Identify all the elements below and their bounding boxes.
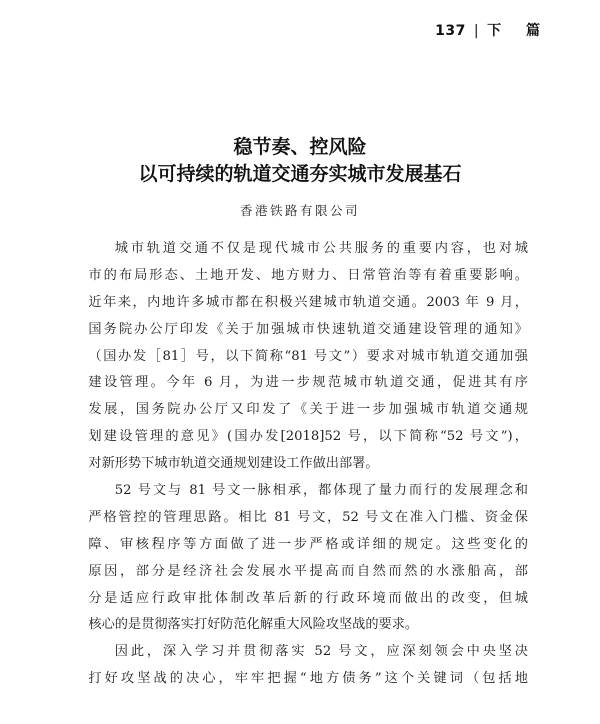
paragraph-line: 52 号文与 81 号文一脉相承，都体现了量力而行的发展理念和 [114,483,528,499]
paragraph-line: （国办发［81］号，以下简称“81 号文”）要求对城市轨道交通加强 [88,348,528,364]
paragraph-2 [62,478,528,639]
paragraph-line: 原因，部分是经济社会发展水平提高而自然而然的水涨船高，部 [88,563,528,579]
page-number: 137 [435,23,466,39]
paragraph-1 [62,236,528,478]
paragraph-line: 建设管理。今年 6 月，为进一步规范城市轨道交通，促进其有序 [88,375,528,391]
title-line-2: 以可持续的轨道交通夯实城市发展基石 [138,163,462,185]
paragraph-3 [62,639,528,693]
article-author: 香港铁路有限公司 [239,203,360,218]
paragraph-line: 严格管控的管理思路。相比 81 号文，52 号文在准入门槛、资金保 [88,509,528,525]
paragraph-line: 近年来，内地许多城市都在积极兴建城市轨道交通。2003 年 9 月， [88,294,528,310]
paragraph-line: 分是适应行政审批体制改革后新的行政环境而做出的改变，但城 [88,590,528,606]
paragraph-line: 障、审核程序等方面做了进一步严格或详细的规定。这些变化的 [88,536,528,552]
paragraph-line: 国务院办公厅印发《关于加强城市快速轨道交通建设管理的通知》 [88,321,528,337]
paragraph-line: 打好攻坚战的决心，牢牢把握“地方债务”这个关键词（包括地 [88,671,528,687]
title-line-1: 稳节奏、控风险 [233,136,367,158]
paragraph-line: 城市轨道交通不仅是现代城市公共服务的重要内容，也对城 [114,241,528,256]
paragraph-line: 发展，国务院办公厅又印发了《关于进一步加强城市轨道交通规 [88,402,528,418]
paragraph-line: 核心的是贯彻落实打好防范化解重大风险攻坚战的要求。 [88,617,419,633]
article-body [62,236,528,693]
running-header [435,20,550,40]
paragraph-line: 因此，深入学习并贯彻落实 52 号文，应深刻领会中央坚决 [114,644,528,660]
paragraph-line: 对新形势下城市轨道交通规划建设工作做出部署。 [88,456,379,472]
part-label: 下 篇 [487,23,550,39]
paragraph-line: 划建设管理的意见》(国办发[2018]52 号，以下简称“52 号文”)， [88,429,528,445]
article-title [0,134,600,188]
header-separator: | [473,23,480,39]
paragraph-line: 市的布局形态、土地开发、地方财力、日常管治等有着重要影响。 [88,267,528,283]
